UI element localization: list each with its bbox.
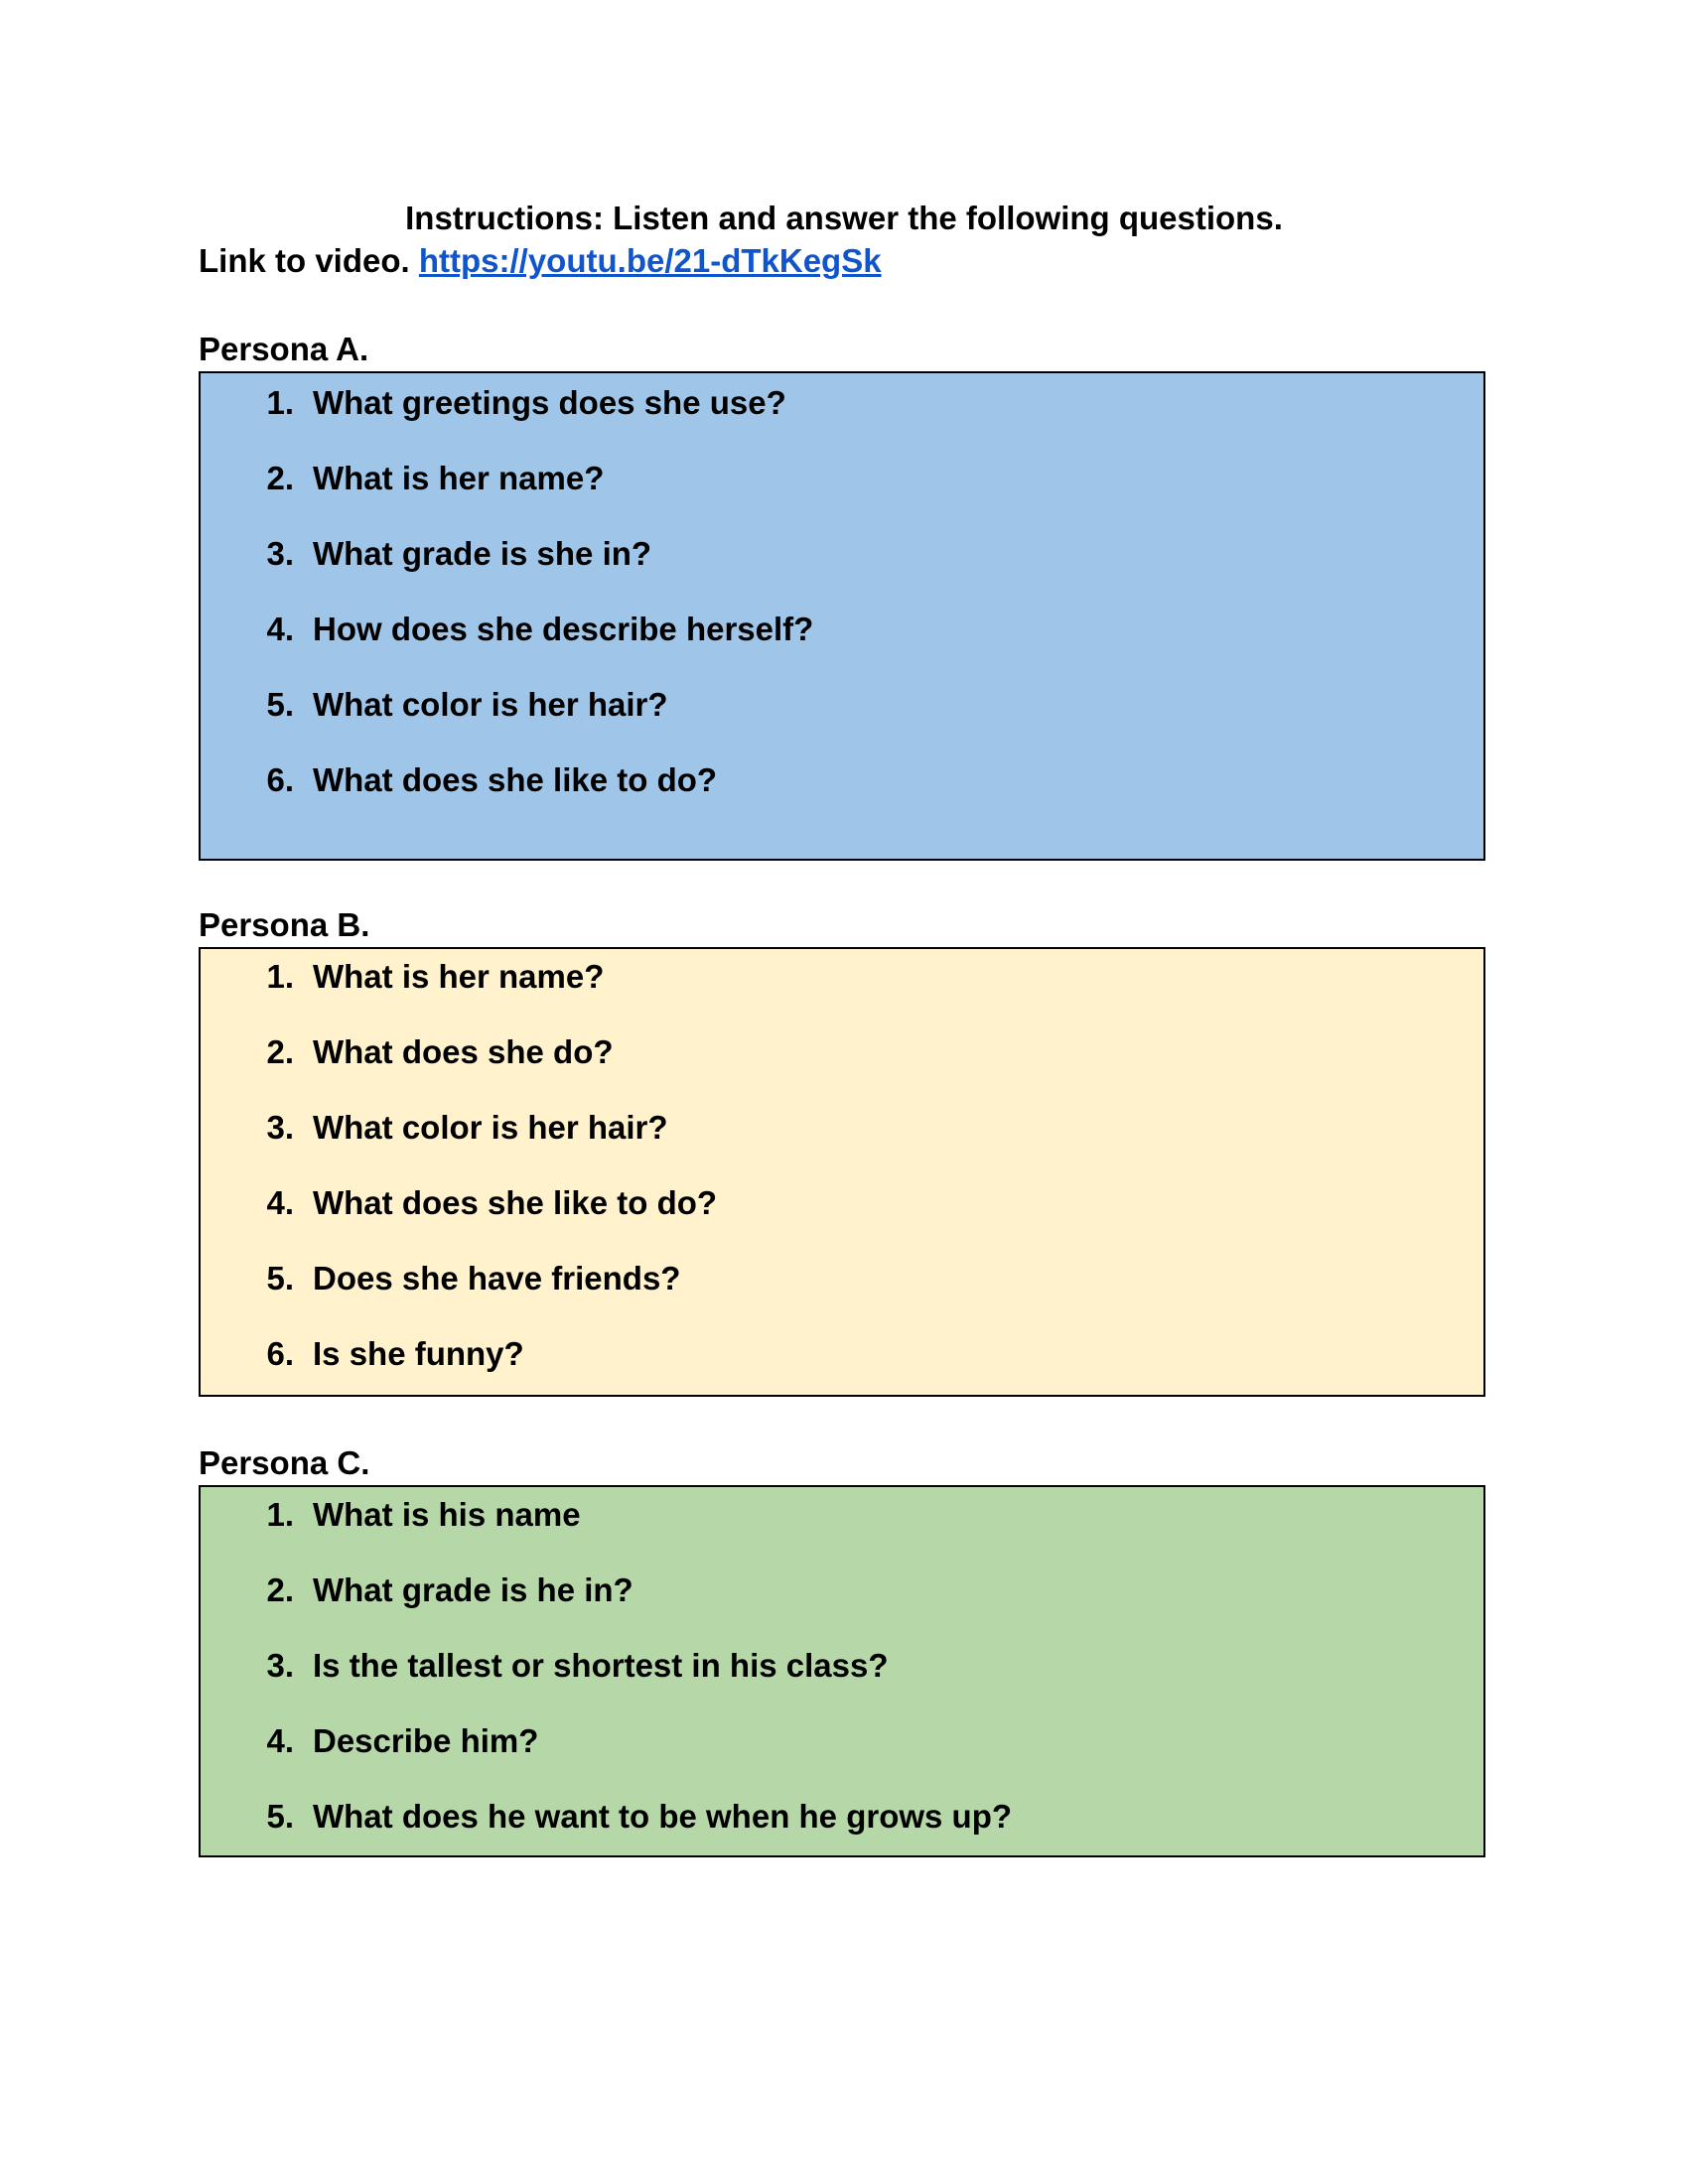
question-text: How does she describe herself? [313,611,814,647]
question-number: 3. [266,535,294,572]
question-text: What color is her hair? [313,1109,668,1146]
persona-c-question-box [199,1485,1485,1857]
question-text: What does she like to do? [313,761,718,798]
question-number: 6. [266,761,294,798]
question-text: What grade is she in? [313,535,652,572]
question-number: 4. [266,611,294,647]
question-number: 3. [266,1109,294,1146]
question-text: What greetings does she use? [313,384,786,421]
question-text: What does he want to be when he grows up? [313,1798,1013,1835]
question-number: 5. [266,686,294,723]
question-number: 2. [266,1571,294,1608]
question-text: Is the tallest or shortest in his class? [313,1647,889,1684]
persona-b-heading: Persona B. [199,906,370,943]
question-number: 1. [266,384,294,421]
question-number: 3. [266,1647,294,1684]
persona-c-heading: Persona C. [199,1444,370,1481]
question-number: 5. [266,1798,294,1835]
question-text: What is her name? [313,958,605,995]
question-number: 2. [266,460,294,496]
question-number: 2. [266,1033,294,1070]
question-number: 1. [266,958,294,995]
video-link-line [199,241,882,281]
persona-a-heading: Persona A. [199,331,369,367]
question-text: What color is her hair? [313,686,668,723]
persona-b-question-box [199,947,1485,1397]
video-link-prefix: Link to video. [199,242,419,279]
persona-a-question-box [199,371,1485,861]
question-text: Is she funny? [313,1335,524,1372]
question-text: What grade is he in? [313,1571,633,1608]
question-number: 6. [266,1335,294,1372]
question-text: What does she like to do? [313,1184,718,1221]
question-text: What does she do? [313,1033,614,1070]
question-number: 4. [266,1184,294,1221]
question-text: Does she have friends? [313,1260,681,1297]
question-number: 4. [266,1722,294,1759]
question-text: Describe him? [313,1722,539,1759]
question-number: 1. [266,1496,294,1533]
question-text: What is his name [313,1496,581,1533]
video-link[interactable]: https://youtu.be/21-dTkKegSk [418,242,882,279]
instructions-heading: Instructions: Listen and answer the following questions. [405,200,1283,236]
question-text: What is her name? [313,460,605,496]
question-number: 5. [266,1260,294,1297]
